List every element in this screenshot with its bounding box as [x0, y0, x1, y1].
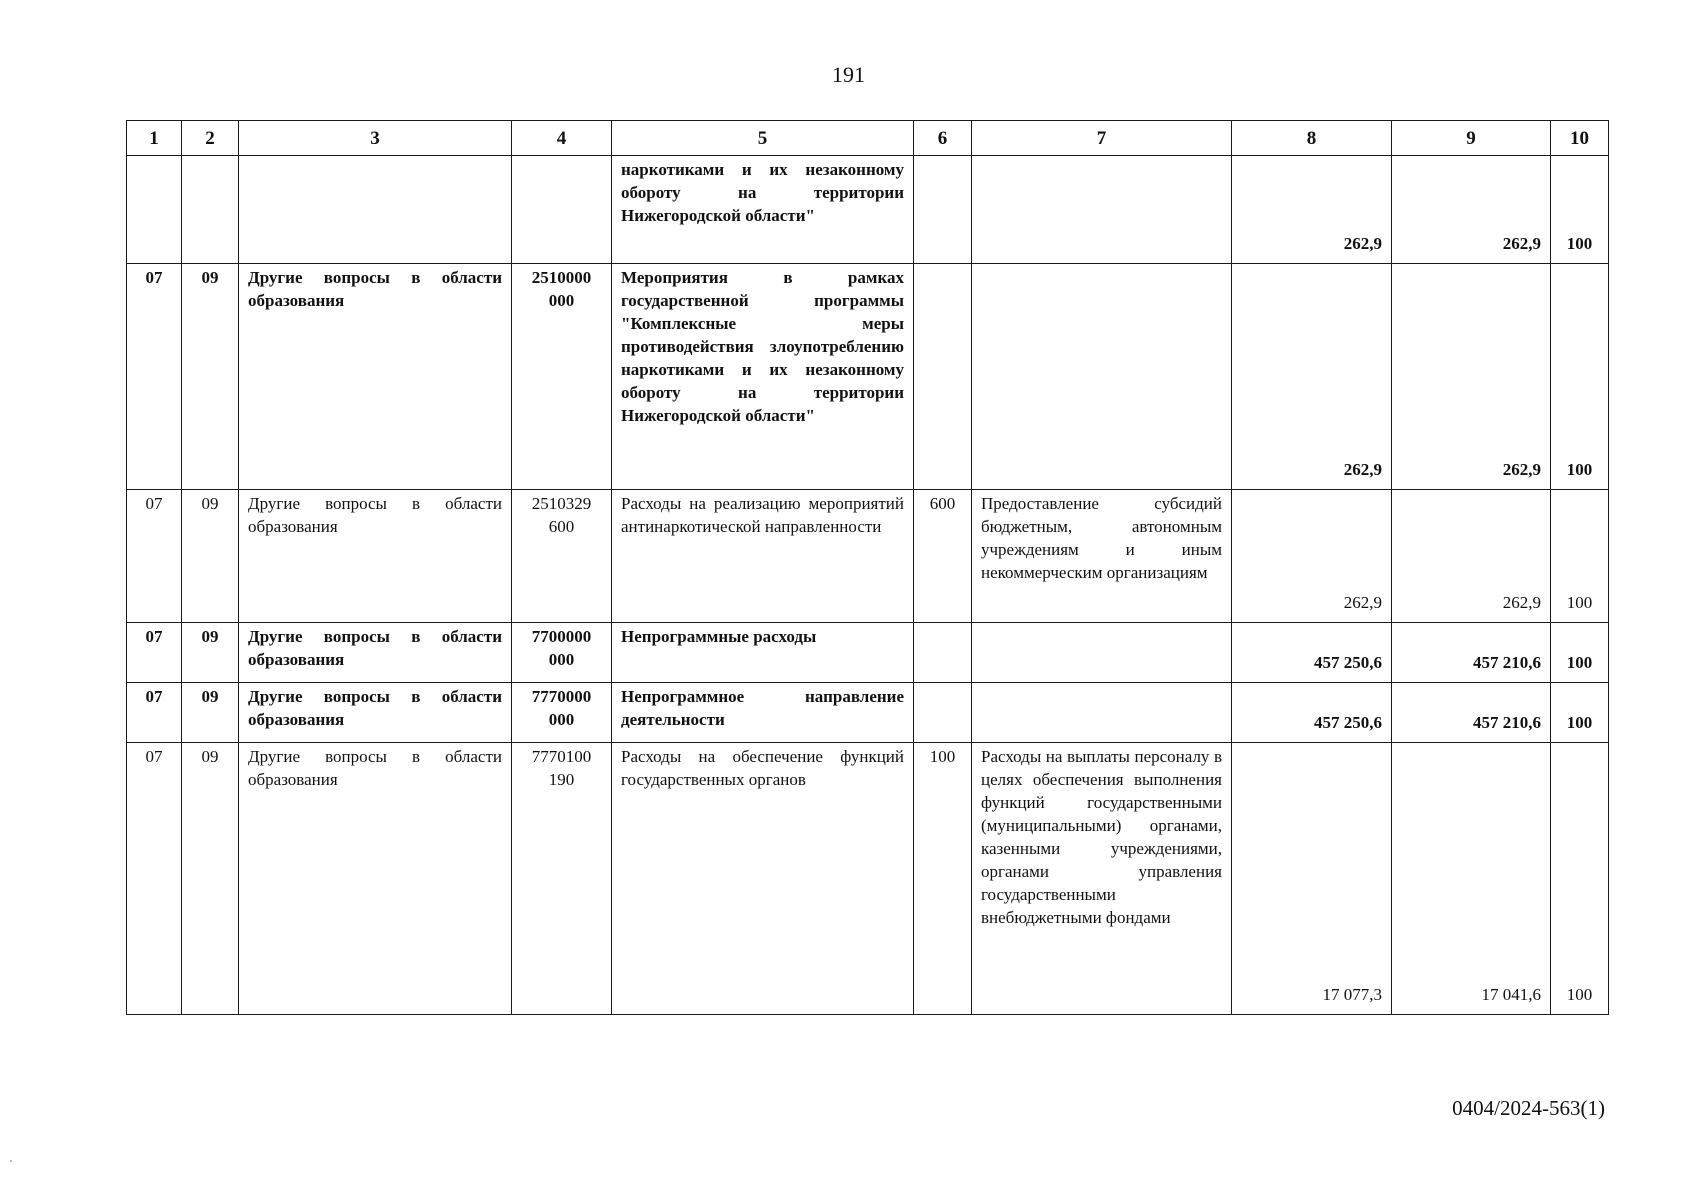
- cell-expense-code: 600: [914, 490, 972, 623]
- cell-expense-code: 100: [914, 743, 972, 1015]
- cell-percent: 100: [1551, 623, 1609, 683]
- cell-subsection: 09: [182, 623, 239, 683]
- cell-target-code: 7700000 000: [512, 623, 612, 683]
- cell-plan: 17 077,3: [1232, 743, 1392, 1015]
- cell-percent: 100: [1551, 743, 1609, 1015]
- page-number: 191: [832, 62, 865, 87]
- header-col-4: 4: [512, 121, 612, 156]
- cell-target-name: Расходы на обеспечение функций государственных органов: [612, 743, 914, 1015]
- header-col-7: 7: [972, 121, 1232, 156]
- cell-percent: 100: [1551, 156, 1609, 264]
- cell-target-code: 7770000 000: [512, 683, 612, 743]
- cell-name: [239, 156, 512, 264]
- cell-target-code: 2510329 600: [512, 490, 612, 623]
- cell-actual: 457 210,6: [1392, 683, 1551, 743]
- header-col-5: 5: [612, 121, 914, 156]
- cell-subsection: [182, 156, 239, 264]
- cell-name: Другие вопросы в области образования: [239, 490, 512, 623]
- cell-expense-name: [972, 623, 1232, 683]
- cell-actual: 262,9: [1392, 156, 1551, 264]
- cell-actual: 262,9: [1392, 264, 1551, 490]
- table-row: [127, 490, 1609, 623]
- cell-section: 07: [127, 490, 182, 623]
- cell-actual: 262,9: [1392, 490, 1551, 623]
- header-row: [127, 121, 1609, 156]
- cell-target-code: 2510000 000: [512, 264, 612, 490]
- cell-percent: 100: [1551, 264, 1609, 490]
- header-col-10: 10: [1551, 121, 1609, 156]
- cell-expense-name: [972, 264, 1232, 490]
- table-row: [127, 683, 1609, 743]
- cell-section: [127, 156, 182, 264]
- header-col-6: 6: [914, 121, 972, 156]
- cell-expense-name: Предоставление субсидий бюджетным, автономным учреждениям и иным некоммерческим организациям: [972, 490, 1232, 623]
- cell-percent: 100: [1551, 683, 1609, 743]
- header-col-8: 8: [1232, 121, 1392, 156]
- cell-section: 07: [127, 743, 182, 1015]
- document-code: 0404/2024-563(1): [1452, 1096, 1605, 1120]
- cell-name: Другие вопросы в области образования: [239, 264, 512, 490]
- cell-expense-code: [914, 264, 972, 490]
- cell-percent: 100: [1551, 490, 1609, 623]
- cell-expense-name: Расходы на выплаты персоналу в целях обеспечения выполнения функций государственными (муниципальными) органами, казенными учреждениями, органами управления государственными внебюджетными фондами: [972, 743, 1232, 1015]
- cell-expense-code: [914, 623, 972, 683]
- cell-plan: 262,9: [1232, 156, 1392, 264]
- cell-target-code: [512, 156, 612, 264]
- cell-subsection: 09: [182, 264, 239, 490]
- table-row: [127, 264, 1609, 490]
- cell-plan: 457 250,6: [1232, 623, 1392, 683]
- header-col-1: 1: [127, 121, 182, 156]
- budget-table: [126, 120, 1609, 1015]
- header-col-3: 3: [239, 121, 512, 156]
- cell-actual: 17 041,6: [1392, 743, 1551, 1015]
- cell-target-name: Непрограммные расходы: [612, 623, 914, 683]
- scan-speck: [10, 1160, 12, 1162]
- cell-expense-name: [972, 156, 1232, 264]
- cell-expense-code: [914, 683, 972, 743]
- cell-section: 07: [127, 264, 182, 490]
- cell-name: Другие вопросы в области образования: [239, 623, 512, 683]
- cell-plan: 262,9: [1232, 490, 1392, 623]
- cell-actual: 457 210,6: [1392, 623, 1551, 683]
- cell-subsection: 09: [182, 683, 239, 743]
- cell-target-name: Непрограммное направление деятельности: [612, 683, 914, 743]
- cell-plan: 262,9: [1232, 264, 1392, 490]
- cell-subsection: 09: [182, 490, 239, 623]
- cell-target-name: наркотиками и их незаконному обороту на территории Нижегородской области": [612, 156, 914, 264]
- cell-target-code: 7770100 190: [512, 743, 612, 1015]
- cell-target-name: Мероприятия в рамках государственной программы "Комплексные меры противодействия злоупотреблению наркотиками и их незаконному обороту на территории Нижегородской области": [612, 264, 914, 490]
- header-col-2: 2: [182, 121, 239, 156]
- header-col-9: 9: [1392, 121, 1551, 156]
- cell-expense-code: [914, 156, 972, 264]
- cell-section: 07: [127, 623, 182, 683]
- cell-expense-name: [972, 683, 1232, 743]
- cell-plan: 457 250,6: [1232, 683, 1392, 743]
- cell-subsection: 09: [182, 743, 239, 1015]
- cell-name: Другие вопросы в области образования: [239, 683, 512, 743]
- table-row: [127, 623, 1609, 683]
- table-row: [127, 743, 1609, 1015]
- cell-name: Другие вопросы в области образования: [239, 743, 512, 1015]
- table-row: [127, 156, 1609, 264]
- cell-target-name: Расходы на реализацию мероприятий антинаркотической направленности: [612, 490, 914, 623]
- cell-section: 07: [127, 683, 182, 743]
